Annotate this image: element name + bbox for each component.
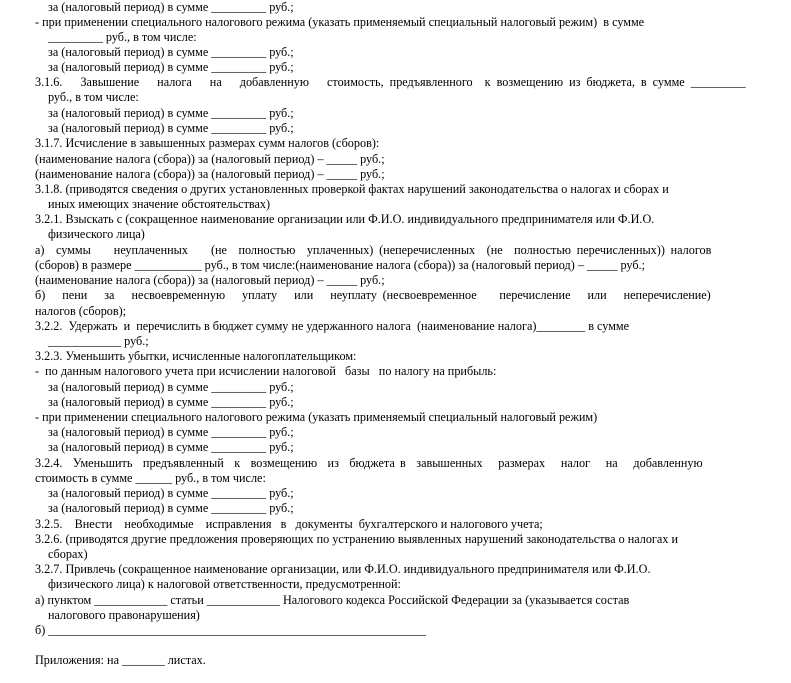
document-line-41: налогового правонарушения) xyxy=(48,608,200,622)
document-line-36: 3.2.6. (приводятся другие предложения проверяющих по устранению выявленных нарушений законодательства о налогах и xyxy=(35,532,678,546)
document-line-42: б) ______________________________________________________________ xyxy=(35,623,427,637)
document-line-25: - по данным налогового учета при исчислении налоговой базы по налогу на прибыль: xyxy=(35,364,497,378)
document-line-19: (наименование налога (сбора)) за (налоговый период) – _____ руб.; xyxy=(35,273,385,287)
document-line-35: 3.2.5. Внести необходимые исправления в документы бухгалтерского и налогового учета; xyxy=(35,517,543,531)
document-line-15: 3.2.1. Взыскать с (сокращенное наименование организации или Ф.И.О. индивидуального предпринимателя или Ф.И.О. xyxy=(35,212,655,226)
document-line-24: 3.2.3. Уменьшить убытки, исчисленные налогоплательщиком: xyxy=(35,349,357,363)
document-line-40: а) пунктом ____________ статьи ____________ Налогового кодекса Российской Федерации за (указывается состав xyxy=(35,593,630,607)
document-line-3: _________ руб., в том числе: xyxy=(48,30,197,44)
document-line-4: за (налоговый период) в сумме _________ руб.; xyxy=(48,45,294,59)
document-line-14: иных имеющих значение обстоятельствах) xyxy=(48,197,271,211)
document-line-5: за (налоговый период) в сумме _________ руб.; xyxy=(48,60,294,74)
document-line-27: за (налоговый период) в сумме _________ руб.; xyxy=(48,395,294,409)
document-line-28: - при применении специального налогового режима (указать применяемый специальный налоговый режим) xyxy=(35,410,598,424)
document-line-43: Приложения: на _______ листах. xyxy=(35,653,206,667)
document-line-39: физического лица) к налоговой ответственности, предусмотренной: xyxy=(48,577,401,591)
document-line-10: 3.1.7. Исчисление в завышенных размерах сумм налогов (сборов): xyxy=(35,136,380,150)
document-line-37: сборах) xyxy=(48,547,88,561)
document-line-1: за (налоговый период) в сумме _________ руб.; xyxy=(48,0,294,14)
document-line-13: 3.1.8. (приводятся сведения о других установленных проверкой фактах нарушений законодательства о налогах и сборах и xyxy=(35,182,669,196)
document-line-23: ____________ руб.; xyxy=(48,334,149,348)
document-line-20: б) пени за несвоевременную уплату или неуплату (несвоевременное перечисление или неперечисление) xyxy=(35,288,711,302)
document-line-16: физического лица) xyxy=(48,227,145,241)
document-line-33: за (налоговый период) в сумме _________ руб.; xyxy=(48,486,294,500)
document-line-18: (сборов) в размере ___________ руб., в том числе:(наименование налога (сбора)) за (налоговый период) – _____ руб.; xyxy=(35,258,645,272)
document-line-2: - при применении специального налогового режима (указать применяемый специальный налоговый режим) в сумме xyxy=(35,15,645,29)
document-line-30: за (налоговый период) в сумме _________ руб.; xyxy=(48,440,294,454)
document-line-34: за (налоговый период) в сумме _________ руб.; xyxy=(48,501,294,515)
document-line-22: 3.2.2. Удержать и перечислить в бюджет сумму не удержанного налога (наименование налога)________ в сумме xyxy=(35,319,630,333)
document-line-9: за (налоговый период) в сумме _________ руб.; xyxy=(48,121,294,135)
document-line-8: за (налоговый период) в сумме _________ руб.; xyxy=(48,106,294,120)
document-line-7: руб., в том числе: xyxy=(48,90,139,104)
document-line-6: 3.1.6. Завышение налога на добавленную стоимость, предъявленного к возмещению из бюджета, в сумме _________ xyxy=(35,75,746,89)
document-line-17: а) суммы неуплаченных (не полностью уплаченных) (неперечисленных (не полностью перечисленных)) налогов xyxy=(35,243,712,257)
document-line-31: 3.2.4. Уменьшить предъявленный к возмещению из бюджета в завышенных размерах налог на добавленную xyxy=(35,456,703,470)
document-line-29: за (налоговый период) в сумме _________ руб.; xyxy=(48,425,294,439)
document-line-11: (наименование налога (сбора)) за (налоговый период) – _____ руб.; xyxy=(35,152,385,166)
document-line-26: за (налоговый период) в сумме _________ руб.; xyxy=(48,380,294,394)
document-line-21: налогов (сборов); xyxy=(35,304,127,318)
document-line-32: стоимость в сумме ______ руб., в том числе: xyxy=(35,471,266,485)
document-line-12: (наименование налога (сбора)) за (налоговый период) – _____ руб.; xyxy=(35,167,385,181)
document-line-38: 3.2.7. Привлечь (сокращенное наименование организации, или Ф.И.О. индивидуального предпринимателя или Ф.И.О. xyxy=(35,562,651,576)
